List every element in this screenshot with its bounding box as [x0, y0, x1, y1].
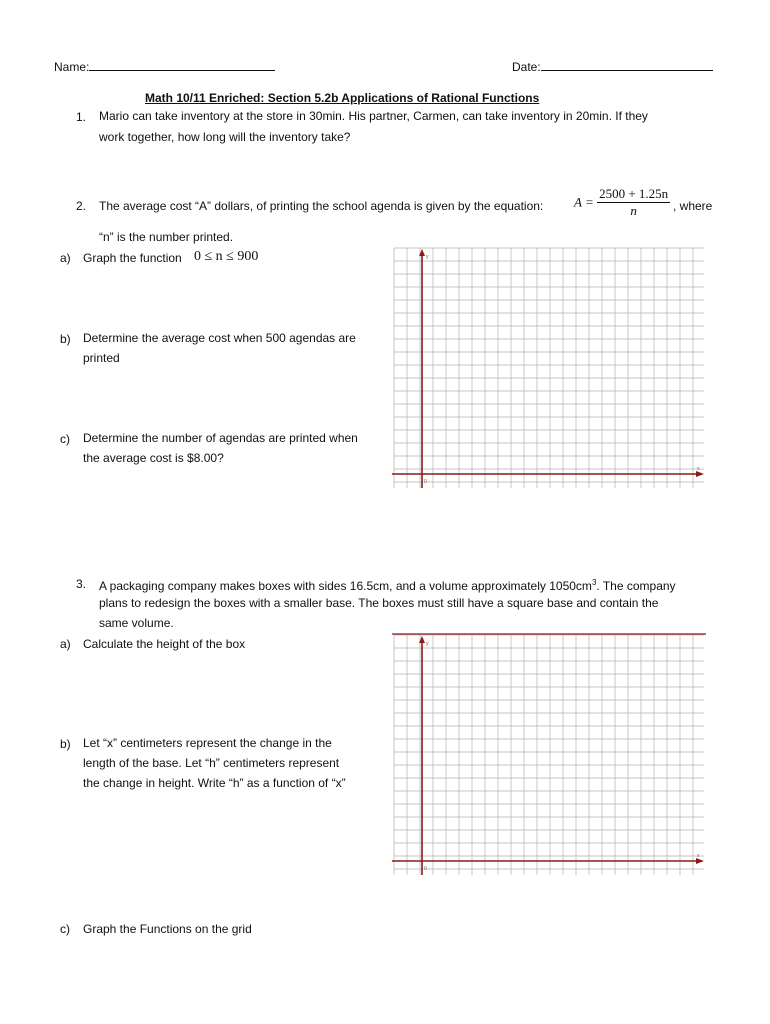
q3c-text: Graph the Functions on the grid: [83, 922, 252, 936]
q2-number: 2.: [75, 199, 86, 213]
graph-grid-2[interactable]: [392, 633, 706, 877]
q3b-line3: the change in height. Write “h” as a function of “x”: [83, 776, 346, 790]
q3b-label: b): [60, 737, 71, 751]
q2-eq-after: , where: [673, 199, 713, 213]
date-field[interactable]: [512, 58, 713, 74]
q2-eq-lhs: A =: [574, 194, 594, 210]
q2-eq-numerator: 2500 + 1.25n: [599, 186, 669, 201]
q2c-line1: Determine the number of agendas are printed when: [83, 431, 358, 445]
x-axis-label: x: [697, 853, 700, 859]
q2-equation: [574, 186, 670, 219]
origin-label: 0: [424, 479, 427, 485]
q2b-line1: Determine the average cost when 500 agendas are: [83, 331, 356, 345]
q2-text: The average cost “A” dollars, of printing the school agenda is given by the equation:: [99, 199, 544, 213]
date-label: Date:: [512, 60, 541, 74]
q3a-text: Calculate the height of the box: [83, 637, 246, 651]
q2c-label: c): [60, 432, 70, 446]
q1-line2: work together, how long will the inventory take?: [99, 130, 351, 144]
q3-line2: plans to redesign the boxes with a smaller base. The boxes must still have a square base and contain the: [99, 596, 659, 610]
q2a-label: a): [60, 251, 71, 265]
q2a-text: Graph the function: [83, 251, 182, 265]
q3-line3: same volume.: [99, 616, 174, 630]
q2b-line2: printed: [83, 351, 120, 365]
q3-line1-superscript: 3: [591, 578, 597, 587]
graph-grid-1[interactable]: [392, 246, 706, 490]
name-label: Name:: [54, 60, 90, 74]
name-field[interactable]: [54, 58, 275, 74]
q3-line1-text: A packaging company makes boxes with sides 16.5cm, and a volume approximately 1050cm: [99, 579, 592, 593]
q2b-label: b): [60, 332, 71, 346]
origin-label: 0: [424, 866, 427, 872]
q3b-line2: length of the base. Let “h” centimeters represent: [83, 756, 340, 770]
q3b-line1: Let “x” centimeters represent the change in the: [83, 736, 332, 750]
date-blank-line[interactable]: [541, 58, 713, 71]
page-title: Math 10/11 Enriched: Section 5.2b Applications of Rational Functions: [145, 91, 540, 105]
q2-eq-denominator: n: [630, 203, 637, 218]
q3-number: 3.: [75, 577, 86, 591]
q3c-label: c): [60, 922, 70, 936]
q2a-math: 0 ≤ n ≤ 900: [194, 249, 259, 264]
q1-number: 1.: [75, 110, 86, 124]
y-axis-label: y: [426, 254, 429, 260]
q1-line1: Mario can take inventory at the store in 30min. His partner, Carmen, can take inventory in 20min. If they: [99, 109, 648, 123]
q3-line1-end: . The company: [596, 579, 676, 593]
q2c-line2: the average cost is $8.00?: [83, 451, 224, 465]
q2-eq-fraction: [597, 186, 670, 219]
name-blank-line[interactable]: [89, 58, 275, 71]
q3a-label: a): [60, 637, 71, 651]
x-axis-label: x: [697, 466, 700, 472]
y-axis-label: y: [426, 641, 429, 647]
q2-line2: “n” is the number printed.: [99, 230, 234, 244]
